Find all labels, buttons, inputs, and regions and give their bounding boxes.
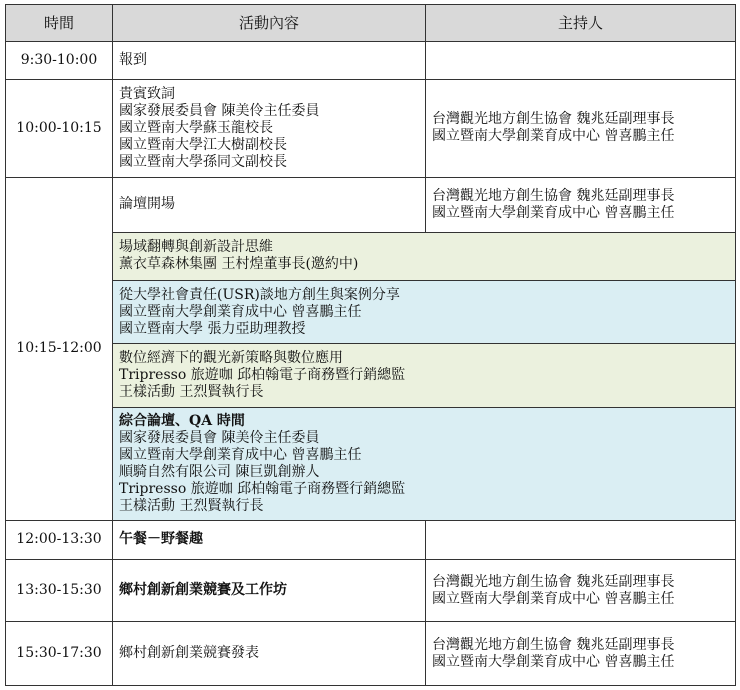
speaker-line: 順騎自然有限公司 陳巨凱創辦人 <box>119 463 320 480</box>
session-row <box>6 232 736 280</box>
session-cell <box>113 344 736 407</box>
host-line: 台灣觀光地方創生協會 魏兆廷副理事長 <box>432 111 675 128</box>
session-row <box>6 407 736 520</box>
host-cell <box>426 622 736 686</box>
table-row <box>6 622 736 686</box>
host-line: 國立暨南大學創業育成中心 曾喜鵬主任 <box>432 653 675 670</box>
speaker-line: 薰衣草森林集團 王村煌董事長(邀約中) <box>119 256 359 273</box>
speaker-line: 國立暨南大學 張力亞助理教授 <box>119 320 306 337</box>
time-cell: 13:30-15:30 <box>6 560 113 622</box>
time-cell: 15:30-17:30 <box>6 622 113 686</box>
time-cell: 10:15-12:00 <box>6 178 113 520</box>
time-cell: 12:00-13:30 <box>6 520 113 559</box>
speaker-line: Tripresso 旅遊咖 邱柏翰電子商務暨行銷總監 <box>119 367 406 384</box>
activity-title: 論壇開場 <box>119 196 175 213</box>
time-cell: 10:00-10:15 <box>6 79 113 178</box>
host-line: 國立暨南大學創業育成中心 曾喜鵬主任 <box>432 204 675 221</box>
table-row <box>6 520 736 559</box>
host-line: 台灣觀光地方創生協會 魏兆廷副理事長 <box>432 187 675 204</box>
speaker-line: 國家發展委員會 陳美伶主任委員 <box>119 429 320 446</box>
host-cell <box>426 520 736 559</box>
table-row <box>6 178 736 232</box>
table-row <box>6 79 736 178</box>
activity-title: 報到 <box>119 51 147 68</box>
table-row <box>6 560 736 622</box>
host-cell <box>426 560 736 622</box>
session-title: 數位經濟下的觀光新策略與數位應用 <box>119 350 343 367</box>
speaker-line: 國立暨南大學創業育成中心 曾喜鵬主任 <box>119 303 362 320</box>
speaker-line: 國立暨南大學創業育成中心 曾喜鵬主任 <box>119 446 362 463</box>
speaker-line: 王樣活動 王烈賢執行長 <box>119 384 264 401</box>
speaker-line: Tripresso 旅遊咖 邱柏翰電子商務暨行銷總監 <box>119 480 406 497</box>
activity-title: 鄉村創新創業競賽發表 <box>119 645 259 662</box>
host-line: 台灣觀光地方創生協會 魏兆廷副理事長 <box>432 636 675 653</box>
session-title: 綜合論壇、QA 時間 <box>119 412 245 429</box>
host-cell <box>426 42 736 79</box>
agenda-table <box>5 4 736 686</box>
header-row <box>6 5 736 42</box>
speaker-line: 國家發展委員會 陳美伶主任委員 <box>119 102 320 119</box>
session-cell <box>113 280 736 343</box>
activity-title: 鄉村創新創業競賽及工作坊 <box>119 582 287 599</box>
session-title: 場域翻轉與創新設計思維 <box>119 239 273 256</box>
header-time: 時間 <box>6 5 113 42</box>
session-cell <box>113 407 736 520</box>
session-row <box>6 280 736 343</box>
speaker-line: 王樣活動 王烈賢執行長 <box>119 497 264 514</box>
table-row <box>6 42 736 79</box>
session-title: 從大學社會責任(USR)談地方創生與案例分享 <box>119 286 400 303</box>
activity-cell <box>113 42 426 79</box>
host-cell <box>426 178 736 232</box>
activity-title: 貴賓致詞 <box>119 85 175 102</box>
speaker-line: 國立暨南大學孫同文副校長 <box>119 153 287 170</box>
speaker-line: 國立暨南大學蘇玉龍校長 <box>119 119 273 136</box>
activity-cell <box>113 560 426 622</box>
host-line: 國立暨南大學創業育成中心 曾喜鵬主任 <box>432 128 675 145</box>
activity-cell <box>113 520 426 559</box>
host-cell <box>426 79 736 178</box>
activity-cell <box>113 622 426 686</box>
activity-title: 午餐－野餐趣 <box>119 531 203 548</box>
host-line: 國立暨南大學創業育成中心 曾喜鵬主任 <box>432 590 675 607</box>
session-row <box>6 344 736 407</box>
activity-cell <box>113 79 426 178</box>
host-line: 台灣觀光地方創生協會 魏兆廷副理事長 <box>432 573 675 590</box>
time-cell: 9:30-10:00 <box>6 42 113 79</box>
speaker-line: 國立暨南大學江大樹副校長 <box>119 136 287 153</box>
header-host: 主持人 <box>426 5 736 42</box>
activity-cell <box>113 178 426 232</box>
session-cell <box>113 232 736 280</box>
header-activity: 活動內容 <box>113 5 426 42</box>
